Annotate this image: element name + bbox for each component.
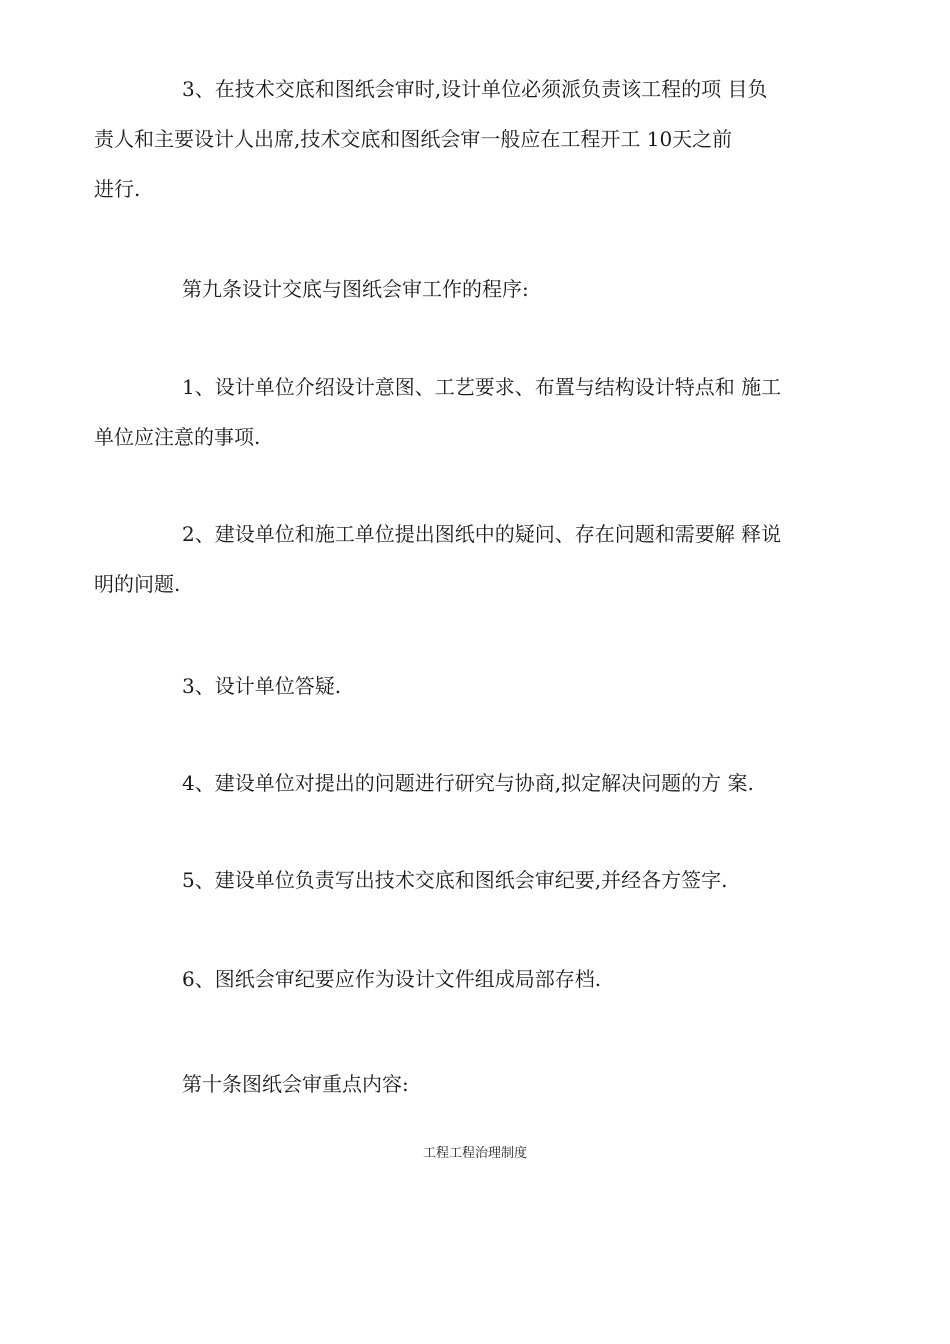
article-9-heading xyxy=(138,264,828,314)
paragraph-line: 第十条图纸会审重点内容: xyxy=(182,1072,409,1096)
paragraph-line: 4、建设单位对提出的问题进行研究与协商,拟定解决问题的方 案. xyxy=(182,771,754,795)
paragraph-line: 5、建设单位负责写出技术交底和图纸会审纪要,并经各方签字. xyxy=(182,868,728,892)
article-10-heading xyxy=(138,1059,828,1109)
paragraph-step-4 xyxy=(138,758,828,808)
paragraph-step-3 xyxy=(138,661,828,711)
paragraph-line: 第九条设计交底与图纸会审工作的程序: xyxy=(182,277,529,301)
paragraph-line: 进行. xyxy=(94,177,141,201)
paragraph-line: 3、在技术交底和图纸会审时,设计单位必须派负责该工程的项 目负 xyxy=(182,77,768,101)
page-footer: 工程工程治理制度 xyxy=(422,1146,527,1161)
paragraph-line: 3、设计单位答疑. xyxy=(182,674,342,698)
paragraph-line: 单位应注意的事项. xyxy=(94,425,261,449)
paragraph-step-5 xyxy=(138,855,828,905)
paragraph-step-2 xyxy=(94,509,828,609)
paragraph-step-1 xyxy=(94,362,828,462)
paragraph-line: 责人和主要设计人出席,技术交底和图纸会审一般应在工程开工 10天之前 xyxy=(94,127,733,151)
paragraph-line: 1、设计单位介绍设计意图、工艺要求、布置与结构设计特点和 施工 xyxy=(182,375,782,399)
paragraph-item-3-attendance xyxy=(94,64,828,214)
paragraph-line: 2、建设单位和施工单位提出图纸中的疑问、存在问题和需要解 释说 xyxy=(182,522,782,546)
paragraph-step-6 xyxy=(138,954,828,1004)
paragraph-line: 明的问题. xyxy=(94,572,181,596)
paragraph-line: 6、图纸会审纪要应作为设计文件组成局部存档. xyxy=(182,967,602,991)
